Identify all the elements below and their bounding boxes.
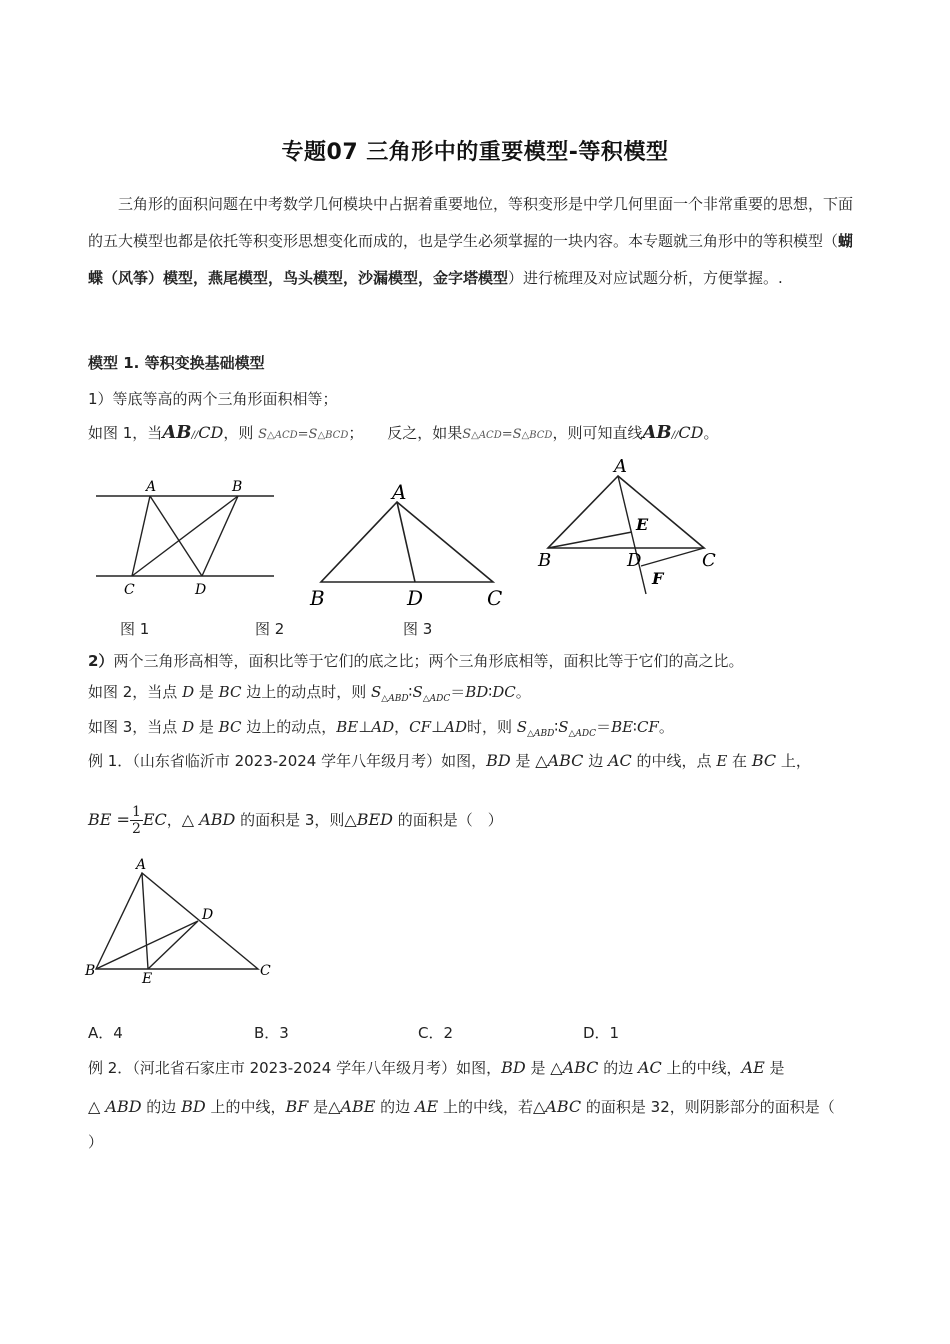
model1-fig3-statement: 如图 3，当点 D 是 BC 边上的动点，BE⊥AD，CF⊥AD时，则 $S_{\triangle ABD}∶S_{\triangle ADC}=BE∶CF$。 (88, 718, 674, 739)
fig2-label-c: C (487, 586, 503, 610)
example1-option-d[interactable]: D．1 (583, 1024, 620, 1042)
intro-text-1: 三角形的面积问题在中考数学几何模块中占据着重要地位，等积变形是中学几何里面一个非常重要的思想，下面的五大模型也都是依托等积变形思想变化而成的，也是学生必须掌握的一块内容。本专题就三角形中的等积模型（ (88, 195, 854, 250)
fig2-label-b: B (310, 586, 325, 610)
fraction-one-half: $\frac{1}{2}$ (131, 804, 141, 837)
caption-figure-2: 图 2 (255, 620, 285, 638)
caption-figure-1: 图 1 (120, 620, 150, 638)
example1-option-c[interactable]: C．2 (418, 1024, 454, 1042)
example1-figure (80, 855, 280, 990)
caption-figure-3: 图 3 (403, 620, 433, 638)
figure-1-parallel-lines (92, 474, 282, 604)
ex1-label-c: C (260, 963, 271, 979)
fig2-label-a: A (392, 480, 407, 504)
fig3-label-a: A (614, 456, 627, 477)
model1-heading: 模型 1. 等积变换基础模型 (88, 354, 265, 372)
fig2-label-d: D (407, 586, 424, 610)
intro-bold-models: 蝴蝶（风筝）模型，燕尾模型，鸟头模型，沙漏模型，金字塔模型 (88, 232, 854, 287)
example2-question-line3: ） (88, 1133, 104, 1151)
figure-2-triangle (305, 478, 515, 610)
model1-fig1-statement: 如图 1，当AB//CD，则 S△ACD=S△BCD； 反之，如果S△ACD=S△BCD，则可知直线AB//CD。 (88, 422, 719, 443)
model1-fig2-statement: 如图 2，当点 D 是 BC 边上的动点时，则 $S_{\triangle ABD}∶S_{\triangle ADC}=BD∶DC$。 (88, 683, 531, 704)
figure-3-triangle-perpendiculars (532, 452, 732, 602)
ex1-label-a: A (136, 857, 147, 873)
model1-point1: 1）等底等高的两个三角形面积相等； (88, 390, 338, 408)
fig3-label-d: D (627, 550, 642, 571)
intro-paragraph (88, 186, 860, 297)
ex1-label-b: B (85, 963, 96, 979)
fig1-label-c: C (124, 582, 135, 598)
fig1-label-a: A (146, 479, 157, 495)
example1-option-a[interactable]: A．4 (88, 1024, 123, 1042)
fig3-label-e: E (636, 515, 649, 534)
ex1-label-d: D (202, 907, 214, 923)
fig3-label-c: C (702, 550, 716, 571)
example2-question-line2: △ ABD 的边 BD 上的中线，BF 是△ABE 的边 AE 上的中线，若△ABC 的面积是 32，则阴影部分的面积是（ (88, 1097, 835, 1116)
fig1-label-d: D (195, 582, 207, 598)
intro-text-2: ）进行梳理及对应试题分析，方便掌握。. (508, 269, 783, 287)
page-title: 专题07 三角形中的重要模型-等积模型 (281, 140, 669, 165)
model1-point2: 2）两个三角形高相等，面积比等于它们的底之比；两个三角形底相等，面积比等于它们的高之比。 (88, 652, 744, 670)
fig3-label-f: F (652, 569, 664, 588)
example1-question-line1: 例 1．（山东省临沂市 2023-2024 学年八年级月考）如图，BD 是 △ABC 边 AC 的中线，点 E 在 BC 上， (88, 751, 811, 770)
fig1-label-b: B (232, 479, 243, 495)
ex1-label-e: E (142, 971, 153, 987)
example1-option-b[interactable]: B．3 (254, 1024, 289, 1042)
fig3-label-b: B (538, 550, 552, 571)
example2-question-line1: 例 2．（河北省石家庄市 2023-2024 学年八年级月考）如图，BD 是 △ABC 的边 AC 上的中线，AE 是 (88, 1058, 785, 1077)
example1-question-line2: BE = $\frac{1}{2}$ EC，△ ABD 的面积是 3，则△BED 的面积是（ ） (88, 804, 503, 837)
